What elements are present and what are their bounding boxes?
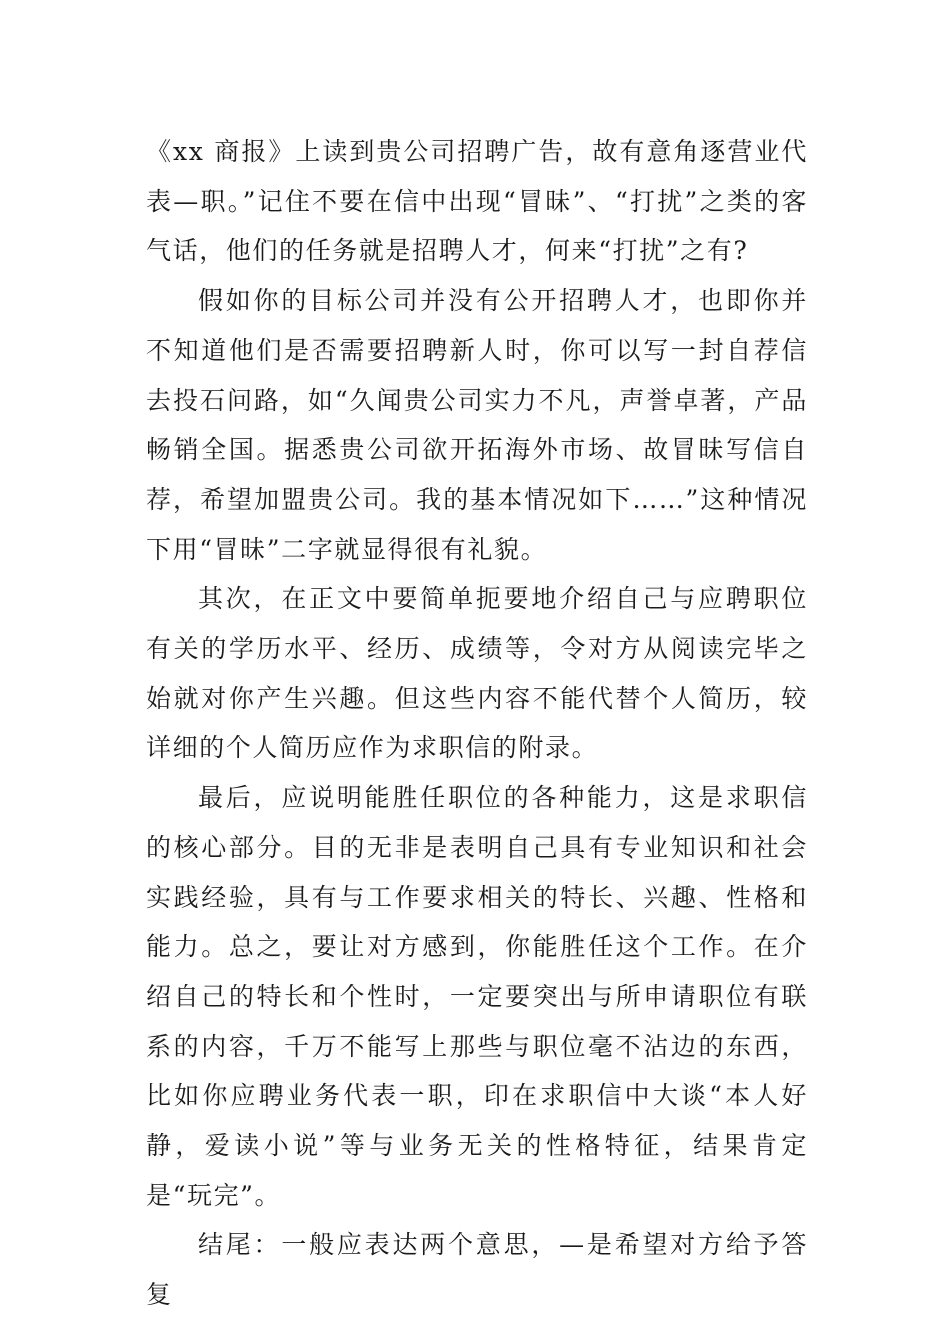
paragraph-body-content: 其次，在正文中要简单扼要地介绍自己与应聘职位有关的学历水平、经历、成绩等，令对方从阅读完毕之始就对你产生兴趣。但这些内容不能代替个人简历，较详细的个人简历应作为求职信的附录。 — [146, 584, 808, 763]
document-body — [146, 127, 808, 1320]
paragraph-closing: 结尾：一般应表达两个意思，—是希望对方给予答复 — [146, 1230, 808, 1310]
paragraph-abilities: 最后，应说明能胜任职位的各种能力，这是求职信的核心部分。目的无非是表明自己具有专业知识和社会实践经验，具有与工作要求相关的特长、兴趣、性格和能力。总之，要让对方感到，你能胜任这个工作。在介绍自己的特长和个性时，一定要突出与所申请职位有联系的内容，千万不能写上那些与职位毫不沾边的东西，比如你应聘业务代表一职，印在求职信中大谈“本人好静，爱读小说”等与业务无关的性格特征，结果肯定是“玩完”。 — [146, 783, 808, 1210]
paragraph-continuation: 《xx 商报》上读到贵公司招聘广告，故有意角逐营业代表—职。”记住不要在信中出现“冒昧”、“打扰”之类的客气话，他们的任务就是招聘人才，何来“打扰”之有? — [146, 137, 808, 266]
paragraph-self-recommendation: 假如你的目标公司并没有公开招聘人才，也即你并不知道他们是否需要招聘新人时，你可以写一封自荐信去投石问路，如“久闻贵公司实力不凡，声誉卓著，产品畅销全国。据悉贵公司欲开拓海外市场、故冒昧写信自荐，希望加盟贵公司。我的基本情况如下……”这种情况下用“冒昧”二字就显得很有礼貌。 — [146, 286, 808, 564]
